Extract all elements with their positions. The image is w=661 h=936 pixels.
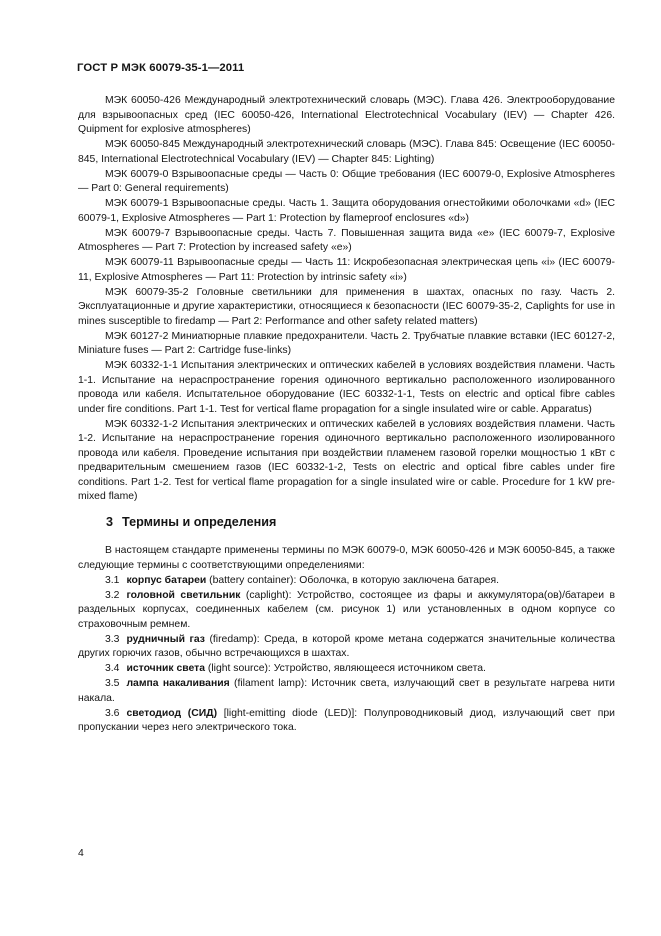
term-definition: (light source): Устройство, являющееся источником света. [207, 663, 486, 674]
terms-section [78, 544, 615, 736]
term-name: светодиод (СИД) [126, 707, 218, 719]
page-number: 4 [78, 848, 84, 859]
term-number: 3.1 [105, 574, 120, 586]
term-definition: (battery container): Оболочка, в которую заключена батарея. [209, 574, 500, 586]
term-definition: [light-emitting diode (LED)]: Полупроводниковый диод, излучающий свет при пропускании через него электрического тока. [78, 707, 615, 733]
reference-item: МЭК 60332-1-1 Испытания электрических и оптических кабелей в условиях воздействия пламени. Часть 1-1. Испытание на нераспространение горения одиночного вертикально расположенного изолированного провода или кабеля. Испытательное оборудование (IEC 60332-1-1, Tests on electric and optical fibre cables under fire conditions. Part 1-1. Test for vertical flame propagation for a single insulated wire or cable. Apparatus) [78, 360, 615, 415]
reference-item: МЭК 60079-35-2 Головные светильники для применения в шахтах, опасных по газу. Часть 2. Эксплуатационные и другие характеристики, относящиеся к безопасности (IEC 60079-35-2, Caplights for use in mines susceptible to firedamp — Part 2: Performance and other safety related matters) [78, 286, 615, 327]
term-item [78, 677, 615, 706]
normative-references [78, 94, 615, 505]
term-name: лампа накаливания [126, 678, 230, 689]
reference-item: МЭК 60079-7 Взрывоопасные среды. Часть 7. Повышенная защита вида «е» (IEC 60079-7, Explosive Atmospheres — Part 7: Protection by increased safety «e») [78, 227, 615, 253]
term-number: 3.3 [105, 633, 120, 645]
term-item [78, 633, 615, 662]
term-item [78, 589, 615, 633]
term-name: рудничный газ [126, 633, 205, 645]
term-number: 3.6 [105, 707, 120, 719]
term-name: источник света [126, 663, 205, 674]
term-number: 3.2 [105, 589, 120, 601]
term-number: 3.5 [105, 678, 120, 689]
section-intro: В настоящем стандарте применены термины по МЭК 60079-0, МЭК 60050-426 и МЭК 60050-845, а также следующие термины с соответствующими определениями: [78, 545, 615, 571]
section-title-text: Термины и определения [122, 515, 277, 529]
term-definition: (firedamp): Среда, в которой кроме метана содержатся значительные количества других горючих газов, обычно встречающихся в шахтах. [78, 633, 615, 659]
reference-item: МЭК 60127-2 Миниатюрные плавкие предохранители. Часть 2. Трубчатые плавкие вставки (IEC 60127-2, Miniature fuses — Part 2: Cartridge fuse-links) [78, 330, 615, 356]
reference-item: МЭК 60050-845 Международный электротехнический словарь (МЭС). Глава 845: Освещение (IEC 60050-845, International Electrotechnical Vocabulary (IEV) — Chapter 845: Lighting) [78, 139, 615, 165]
term-item [78, 574, 615, 589]
term-name: головной светильник [126, 589, 241, 601]
reference-item: МЭК 60079-1 Взрывоопасные среды. Часть 1. Защита оборудования огнестойкими оболочками «d» (IEC 60079-1, Explosive Atmospheres — Part 1: Protection by flameproof enclosures «d») [78, 198, 615, 224]
reference-item: МЭК 60079-0 Взрывоопасные среды — Часть 0: Общие требования (IEC 60079-0, Explosive Atmospheres — Part 0: General requirements) [78, 168, 615, 194]
term-item [78, 707, 615, 736]
reference-item: МЭК 60050-426 Международный электротехнический словарь (МЭС). Глава 426. Электрооборудование для взрывоопасных сред (IEC 60050-426, International Electrotechnical Vocabulary (IEV) — Chapter 426. Quipment for explosive atmospheres) [78, 95, 615, 135]
reference-item: МЭК 60079-11 Взрывоопасные среды — Часть 11: Искробезопасная электрическая цепь «i» (IEC 60079-11, Explosive Atmospheres — Part 11: Protection by intrinsic safety «i») [78, 257, 615, 283]
term-number: 3.4 [105, 663, 120, 674]
term-name: корпус батареи [126, 574, 207, 586]
section-number: 3 [106, 515, 114, 529]
reference-item: МЭК 60332-1-2 Испытания электрических и оптических кабелей в условиях воздействия пламени. Часть 1-2. Испытание на нераспространение горения одиночного вертикально расположенного изолированного провода или кабеля. Проведение испытания при воздействии пламенем газовой горелки мощностью 1 кВт с предварительным смешением газов (IEC 60332-1-2, Tests on electric and optical fibre cables under fire conditions. Part 1-2. Test for vertical flame propagation for a single insulated wire or cable. Procedure for 1 kW pre-mixed flame) [78, 418, 615, 502]
term-definition: (caplight): Устройство, состоящее из фары и аккумулятора(ов)/батареи в раздельных корпусах, соединенных кабелем (см. рисунок 1) или установленных в одном корпусе со страховочным ремнем. [78, 589, 616, 630]
document-header: ГОСТ Р МЭК 60079-35-1—2011 [77, 62, 245, 74]
section-heading [106, 515, 276, 529]
term-definition: (filament lamp): Источник света, излучающий свет в результате нагрева нити накала. [78, 678, 615, 704]
term-item [78, 662, 615, 677]
